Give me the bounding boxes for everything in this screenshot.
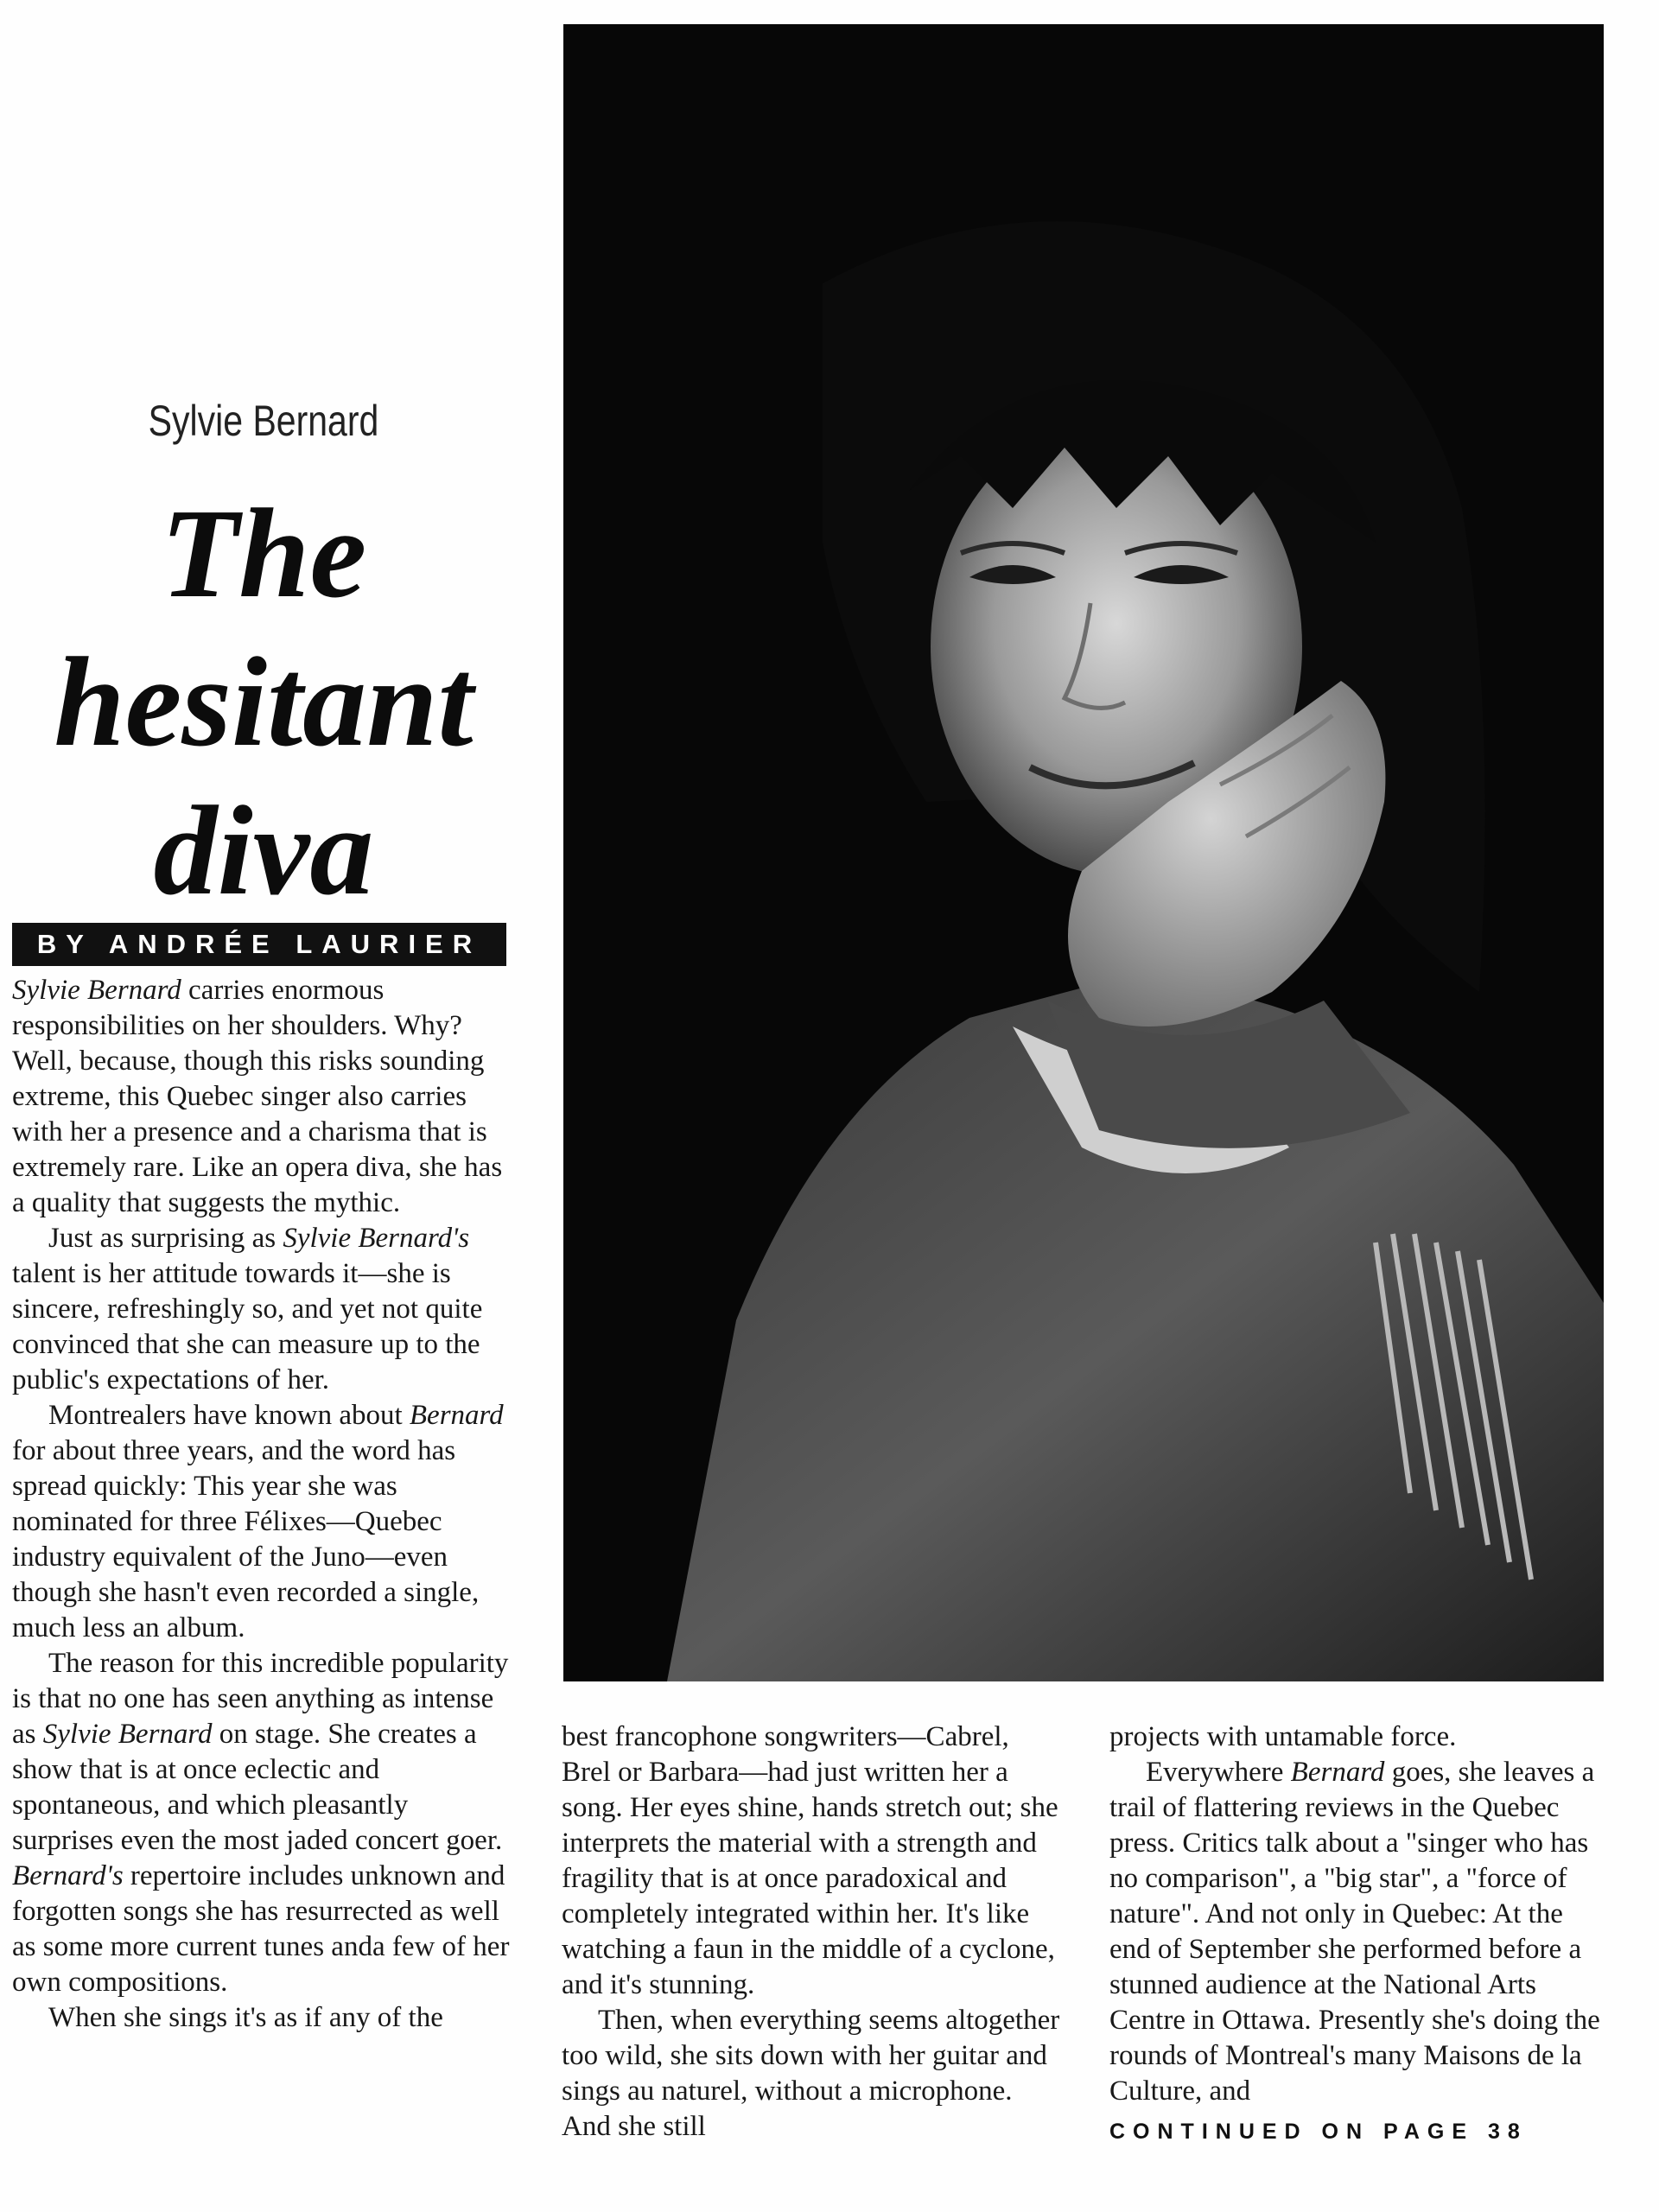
kicker: Sylvie Bernard [148, 397, 379, 445]
paragraph-text: When she sings it's as if any of the [48, 2002, 443, 2033]
paragraph [12, 1221, 513, 1398]
paragraph-text: for about three years, and the word has spread quickly: This year she was nominated for three Félixes—Quebec industry equivalent of the Juno—even though she hasn't even recorded a single, much less an album. [12, 1435, 480, 1643]
paragraph [12, 1646, 513, 2000]
article-column-2 [562, 1719, 1063, 2145]
continued-on-page: CONTINUED ON PAGE 38 [1109, 2120, 1528, 2144]
paragraph [12, 1398, 513, 1646]
paragraph-text: carries enormous responsibilities on her shoulders. Why? Well, because, though this risks sounding extreme, this Quebec singer also carries with her a presence and a charisma that is extremely rare. Like an opera diva, she has a quality that suggests the mythic. [12, 975, 503, 1218]
headline [0, 480, 527, 925]
subject-name: Sylvie Bernard's [283, 1223, 470, 1254]
headline-line: The [160, 483, 367, 625]
paragraph [562, 1719, 1063, 2003]
paragraph-text: Then, when everything seems altogether too wild, she sits down with her guitar and sings au naturel, without a microphone. And she still [562, 2005, 1060, 2142]
portrait-photo-image [563, 24, 1604, 1681]
byline: BY ANDRÉE LAURIER [12, 923, 506, 966]
paragraph-text: Just as surprising as [48, 1223, 283, 1254]
paragraph-text: Everywhere [1146, 1757, 1291, 1788]
headline-line: diva [153, 780, 374, 922]
paragraph-text: goes, she leaves a trail of flattering reviews in the Quebec press. Critics talk about a "singer who has no comparison", a "big star", a "force of nature". And not only in Quebec: At the end of September she performed before a stunned audience at the National Arts Centre in Ottawa. Presently she's doing the rounds of Montreal's many Maisons de la Culture, and [1109, 1757, 1600, 2107]
portrait-photo [563, 24, 1604, 1681]
paragraph [1109, 1755, 1611, 2109]
paragraph-text: on stage. She creates a show that is at once eclectic and spontaneous, and which pleasantly surprises even the most jaded concert goer. [12, 1719, 503, 1856]
article-column-1 [12, 973, 513, 2036]
subject-name: Bernard's [12, 1860, 124, 1891]
paragraph [562, 2003, 1063, 2145]
subject-name: Bernard [1290, 1757, 1385, 1788]
paragraph [1109, 1719, 1611, 1755]
paragraph-text: repertoire includes unknown and forgotten songs she has resurrected as well as some more current tunes anda few of her own compositions. [12, 1860, 510, 1998]
paragraph [12, 973, 513, 1221]
paragraph-text: The reason for this incredible popularity is that no one has seen anything as intense as [12, 1648, 509, 1750]
headline-line: hesitant [54, 632, 474, 773]
paragraph-text: Montrealers have known about [48, 1400, 410, 1431]
paragraph-text: talent is her attitude towards it—she is sincere, refreshingly so, and yet not quite convinced that she can measure up to the public's expectations of her. [12, 1258, 483, 1395]
subject-name: Sylvie Bernard [12, 975, 181, 1006]
paragraph-text: best francophone songwriters—Cabrel, Brel or Barbara—had just written her a song. Her eyes shine, hands stretch out; she interprets the material with a strength and fragility that is at once paradoxical and completely integrated within her. It's like watching a faun in the middle of a cyclone, and it's stunning. [562, 1721, 1058, 2000]
subject-name: Bernard [409, 1400, 504, 1431]
subject-name: Sylvie Bernard [42, 1719, 213, 1750]
paragraph [12, 2000, 513, 2036]
paragraph-text: projects with untamable force. [1109, 1721, 1457, 1752]
article-column-3 [1109, 1719, 1611, 2150]
